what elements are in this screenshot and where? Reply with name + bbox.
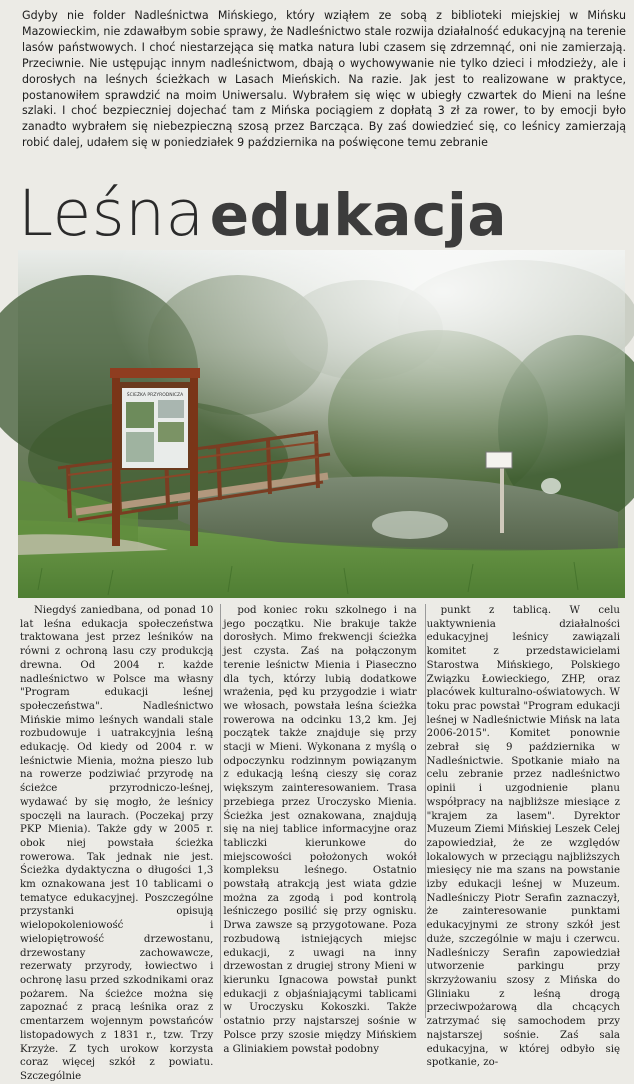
column-divider	[425, 604, 426, 1018]
article-title	[18, 178, 622, 250]
forest-photo	[18, 250, 625, 598]
column-1: Niegdyś zaniedbana, od ponad 10 lat leśna edukacja społeczeństwa traktowana jest przez leśników na równi z ochroną lasu czy produkcją drewna. Od 2004 r. każde nadleśnictwo w Polsce ma własny "Program edukacji leśnej społeczeństwa". Nadleśnictwo Mińskie mimo leśnych wandali stale rozbudowuje i uatrakcyjnia leśną edukację. Od kiedy od 2004 r. w leśnictwie Mienia, można pieszo lub na rowerze podziwiać przyrodę na ścieżce przyrodniczo-leśnej, wydawać by się mogło, że leśnicy spoczęli na laurach. (Poczekaj przy PKP Mienia). Także gdy w 2005 r. obok niej powstała ścieżka rowerowa. Tak jednak nie jest. Ścieżka dydaktyczna o długości 1,3 km oznakowana jest 10 tablicami o tematyce edukacyjnej. Poszczególne przystanki opisują wielopokoleniowość i wielopiętrowość drzewostanu, drzewostany zachowawcze, rezerwaty przyrody, łowiectwo i ochronę lasu przed szkodnikami oraz pożarem. Na ścieżce można się zapoznać z pracą leśnika oraz z cmentarzem wojennym powstańców listopadowych z 1831 r., tzw. Trzy Krzyże. Z tych urokow korzysta coraz więcej szkół z powiatu. Szczególnie	[20, 605, 214, 1082]
column-2: pod koniec roku szkolnego i na jego początku. Nie brakuje także dorosłych. Mimo frekwencji ścieżka jest czysta. Zaś na połączonym terenie leśnictw Mienia i Piaseczno dla tych, którzy lubią dodatkowe wrażenia, pęd ku przygodzie i wiatr we włosach, powstała leśna ścieżka rowerowa na odcinku 13,2 km. Jej początek także znajduje się przy stacji w Mieni. Wykonana z myślą o odpoczynku rodzinnym powiązanym z edukacją leśną cieszy się coraz większym zainteresowaniem. Trasa przebiega przez Uroczysko Mienia. Ścieżka jest oznakowana, znajdują się na niej tablice informacyjne oraz tabliczki kierunkowe do miejscowości położonych wokół kompleksu leśnego. Ostatnio powstałą atrakcją jest wiata gdzie można za zgodą i pod kontrolą leśniczego posilić się przy ognisku. Drwa zawsze są przygotowane. Poza rozbudową istniejących miejsc edukacji, z uwagi na inny drzewostan z drugiej strony Mieni w kierunku Ignacowa powstał punkt edukacji z objaśniającymi tablicami w Uroczysku Kokoszki. Także ostatnio przy najstarszej sośnie w Polsce przy szosie między Mińskiem a Gliniakiem powstał podobny	[223, 605, 417, 1055]
article-columns	[20, 604, 620, 1082]
column-divider	[220, 604, 221, 1018]
title-bold: edukacja	[209, 181, 507, 249]
title-light: Leśna	[18, 177, 205, 250]
board-sign-text: ŚCIEŻKA PRZYRODNICZA	[126, 393, 184, 398]
column-3: punkt z tablicą. W celu uaktywnienia działalności edukacyjnej leśnicy zawiązali komitet z przedstawicielami Starostwa Mińskiego, Polskiego Związku Łowieckiego, ZHP, oraz placówek kulturalno-oświatowych. W toku prac powstał "Program edukacji leśnej w Nadleśnictwie Mińsk na lata 2006-2015". Komitet ponownie zebrał się 9 października w Nadleśnictwie. Spotkanie miało na celu zebranie przez nadleśnictwo opinii i uzgodnienie planu współpracy na najbliższe miesiące z "krajem za lasem". Dyrektor Muzeum Ziemi Mińskiej Leszek Celej zapowiedział, że ze względów lokalowych w przeciągu najbliższych miesięcy nie ma szans na powstanie izby edukacji leśnej w Muzeum. Nadleśniczy Piotr Serafin zaznaczył, że zainteresowanie punktami edukacyjnymi ze strony szkół jest duże, szczególnie w maju i czerwcu. Nadleśniczy Serafin zapowiedział utworzenie parkingu przy skrzyżowaniu szosy z Mińska do Gliniaku z leśną drogą przeciwpożarową dla chcących zatrzymać się samochodem przy najstarszej sośnie. Zaś sala edukacyjna, w której odbyło się spotkanie, zo-	[426, 605, 620, 1069]
lead-paragraph: Gdyby nie folder Nadleśnictwa Mińskiego, który wziąłem ze sobą z biblioteki miejskiej w Mińsku Mazowieckim, nie zdawałbym sobie sprawy, że Nadleśnictwo stale rozwija działalność edukacyjną na terenie lasów państwowych. I choć niestarzejąca się matka natura lubi czasem się zdrzemnąć, oni nie zamierzają. Przeciwnie. Nie ustępując innym nadleśnictwom, dbają o wychowywanie nie tylko dzieci i młodzieży, ale i dorosłych na leśnych ścieżkach w Lasach Mieńskich. Na razie. Jak jest to realizowane w praktyce, postanowiłem sprawdzić na moim Uniwersalu. Wybrałem się więc w ubiegły czwartek do Mieni na leśne szlaki. I choć bezpieczniej dojechać tam z Mińska pociągiem z dopłatą 3 zł za rower, to by emocji było zanadto wybrałem się niebezpieczną szosą przez Barcząca. By zaś dowiedzieć się, co leśnicy zamierzają robić dalej, udałem się w poniedziałek 9 października na poświęcone temu zebranie	[22, 9, 626, 150]
